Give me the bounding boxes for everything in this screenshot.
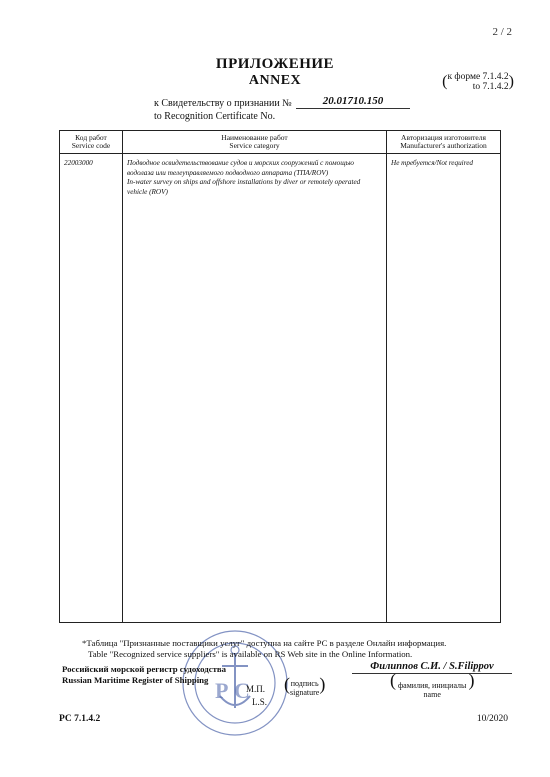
organization-ru: Российский морской регистр судоходства <box>62 664 227 674</box>
table-header-row <box>60 131 501 154</box>
signature-caption: (подпись signature) <box>284 673 326 697</box>
form-code: РС 7.1.4.2 <box>59 714 101 724</box>
signature-caption-ru: подпись <box>290 679 319 688</box>
name-caption-en: name <box>423 690 441 699</box>
name-caption: ( фамилия, инициалы name ) <box>390 670 475 699</box>
name-caption-ru: фамилия, инициалы <box>398 681 467 690</box>
manufacturer-authorization: Не требуется/Not required <box>387 154 501 623</box>
certificate-number: 20.01710.150 <box>296 95 410 109</box>
organization-en: Russian Maritime Register of Shipping <box>62 675 209 685</box>
annex-title-en: ANNEX <box>248 73 302 88</box>
seal-place-label: М.П. <box>246 684 266 694</box>
service-category-en: In-water survey on ships and offshore installations by diver or remotely operated vehicle (ROV) <box>127 178 361 196</box>
certificate-label-ru: к Свидетельству о признании № <box>154 98 292 109</box>
form-ref-ru: к форме 7.1.4.2 <box>447 72 509 82</box>
header-code: Код работ Service code <box>60 131 123 154</box>
certificate-label-en: to Recognition Certificate No. <box>154 111 276 122</box>
header-category: Наименование работ Service category <box>123 131 387 154</box>
svg-text:Р С: Р С <box>215 678 250 703</box>
table-row <box>60 154 501 623</box>
form-reference: (к форме 7.1.4.2 to 7.1.4.2) <box>442 72 514 92</box>
footnote-en: Table "Recognized service suppliers" is available on RS Web site in the Online Information. <box>88 649 413 659</box>
service-category-ru: Подводное освидетельствование судов и морских сооружений с помощью водолаза или телеуправляемого подводного аппарата (ТПА/ROV) <box>127 159 355 177</box>
locus-sigilli-label: L.S. <box>252 697 268 707</box>
service-category <box>123 154 387 623</box>
annex-title-ru: ПРИЛОЖЕНИЕ <box>215 56 335 72</box>
form-ref-en: to 7.1.4.2 <box>472 82 509 92</box>
page-number: 2 / 2 <box>492 26 512 38</box>
signatory-name: Филиппов С.И. / S.Filippov <box>352 661 512 674</box>
form-date: 10/2020 <box>476 714 508 724</box>
services-table <box>59 130 501 623</box>
footnote-ru: *Таблица "Признанные поставщики услуг" доступна на сайте РС в разделе Онлайн информация. <box>82 638 447 648</box>
service-code: 22003000 <box>60 154 123 623</box>
header-authorization: Авторизация изготовителя Manufacturer's authorization <box>387 131 501 154</box>
signature-caption-en: signature <box>290 688 320 697</box>
